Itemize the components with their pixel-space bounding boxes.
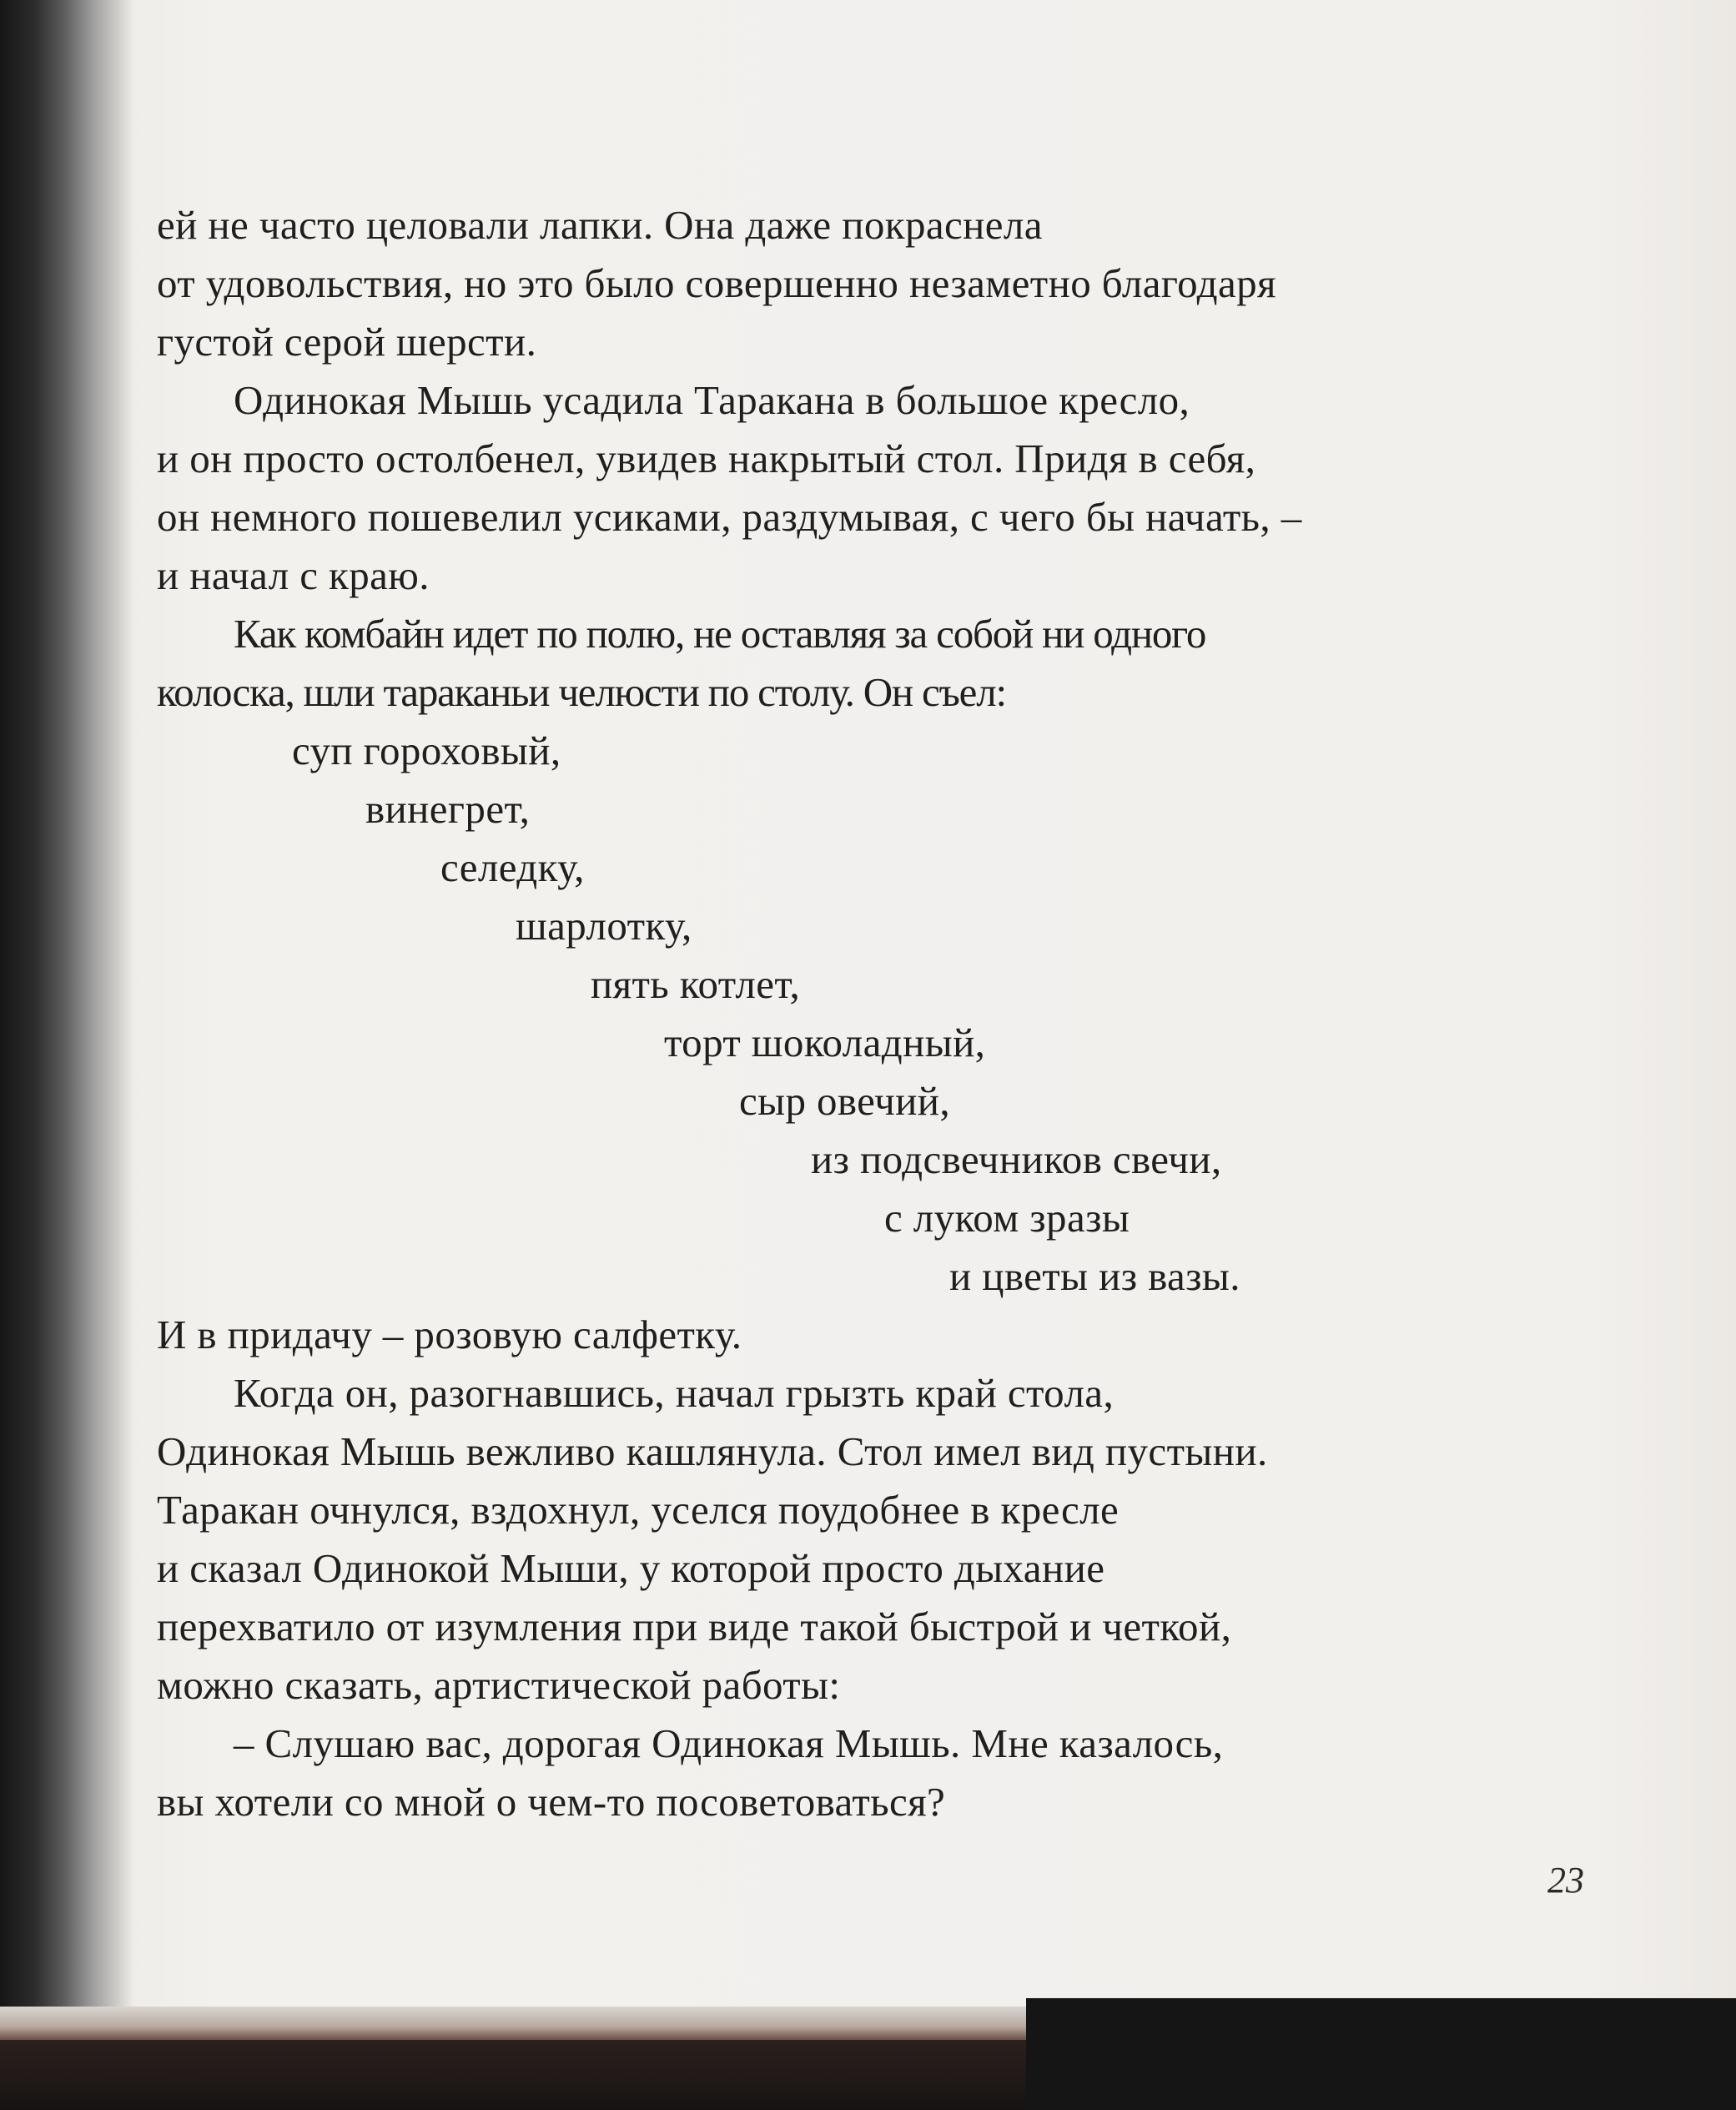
menu-item: шарлотку, [516, 903, 692, 949]
text-line: колоска, шли тараканьи челюсти по столу. Он съел: [157, 669, 1006, 715]
menu-item: с луком зразы [884, 1195, 1130, 1241]
text-line: Когда он, разогнавшись, начал грызть край стола, [234, 1370, 1115, 1416]
binding-shadow [0, 0, 133, 2110]
text-line: и начал с краю. [157, 552, 430, 598]
text-line: густой серой шерсти. [157, 319, 537, 365]
text-line: вы хотели со мной о чем-то посоветоваться? [157, 1779, 946, 1825]
text-line: Как комбайн идет по полю, не оставляя за собой ни одного [234, 611, 1206, 657]
menu-item: торт шоколадный, [664, 1020, 986, 1065]
text-line: можно сказать, артистической работы: [157, 1662, 841, 1708]
text-line: от удовольствия, но это было совершенно незаметно благодаря [157, 260, 1276, 306]
cover-edge [1026, 1998, 1736, 2110]
text-line: Одинокая Мышь усадила Таракана в большое кресло, [234, 377, 1190, 423]
page-edge-shadow [0, 2007, 1026, 2040]
page-number: 23 [1547, 1860, 1584, 1901]
text-line: и сказал Одинокой Мыши, у которой просто дыхание [157, 1545, 1105, 1591]
text-line: Одинокая Мышь вежливо кашлянула. Стол имел вид пустыни. [157, 1428, 1268, 1474]
text-line: и он просто остолбенел, увидев накрытый стол. Придя в себя, [157, 436, 1256, 481]
text-line: ей не часто целовали лапки. Она даже покраснела [157, 202, 1043, 248]
text-line: Таракан очнулся, вздохнул, уселся поудобнее в кресле [157, 1487, 1120, 1533]
text-line: перехватило от изумления при виде такой быстрой и четкой, [157, 1604, 1232, 1649]
text-line: – Слушаю вас, дорогая Одинокая Мышь. Мне казалось, [234, 1720, 1224, 1766]
menu-item: сыр овечий, [739, 1078, 951, 1124]
menu-item: винегрет, [365, 786, 531, 832]
text-line: он немного пошевелил усиками, раздумывая, с чего бы начать, – [157, 494, 1302, 540]
menu-item: суп гороховый, [292, 728, 561, 773]
menu-item: пять котлет, [591, 961, 801, 1007]
menu-item: и цветы из вазы. [949, 1253, 1240, 1299]
menu-item: селедку, [440, 844, 585, 890]
text-line: И в придачу – розовую салфетку. [157, 1312, 742, 1357]
menu-item: из подсвечников свечи, [811, 1136, 1222, 1182]
